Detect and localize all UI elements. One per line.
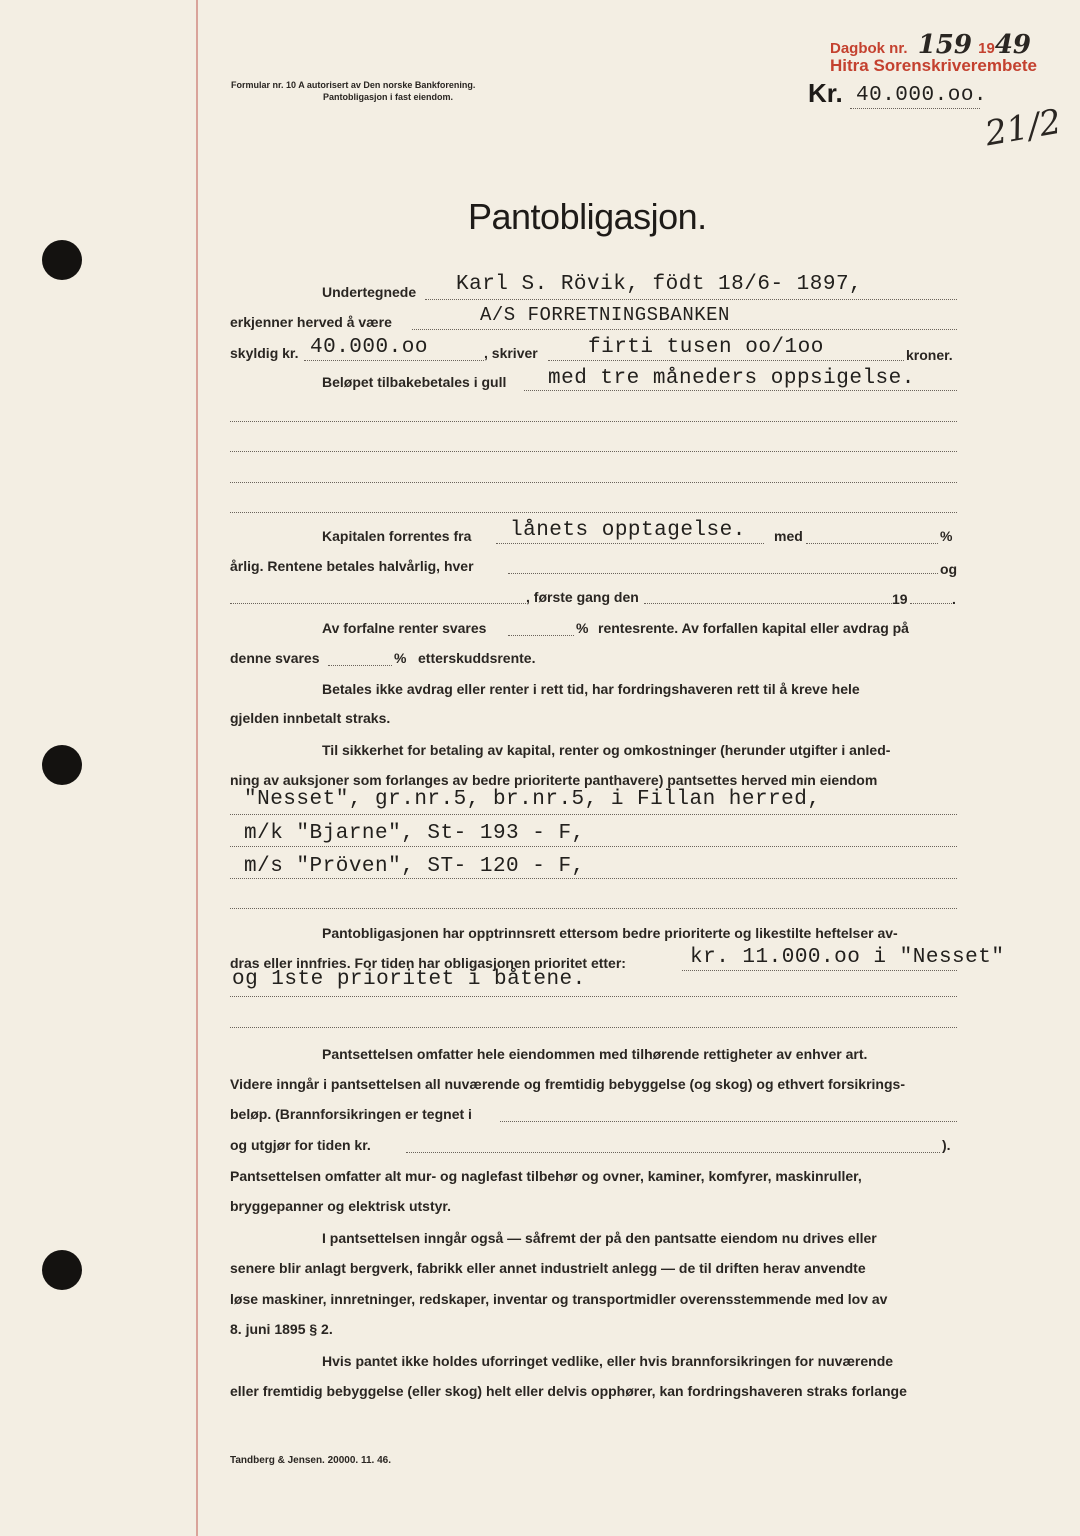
dagbok-label: Dagbok nr.	[830, 40, 908, 57]
punch-hole-middle	[42, 745, 82, 785]
hvis-line1: Hvis pantet ikke holdes uforringet vedlike, eller hvis brannforsikringen for nuværende	[322, 1353, 894, 1369]
erkjenner-label: erkjenner herved å være	[230, 314, 392, 330]
punch-hole-top	[42, 240, 82, 280]
kr-label: Kr.	[808, 78, 843, 108]
forfalne-text-a: Av forfalne renter svares	[322, 620, 487, 636]
med-label: med	[774, 528, 803, 544]
undertegnede-value: Karl S. Rövik, födt 18/6- 1897,	[456, 273, 863, 296]
property-line1: "Nesset", gr.nr.5, br.nr.5, i Fillan herred,	[244, 788, 821, 811]
belopet-label: Beløpet tilbakebetales i gull	[322, 374, 507, 390]
forste-label: , første gang den	[526, 589, 639, 605]
prioritet-value-line2: og 1ste prioritet i båtene.	[232, 968, 586, 991]
omfatter-line1: Pantsettelsen omfatter hele eiendommen med tilhørende rettigheter av enhver art.	[322, 1046, 868, 1062]
skyldig-label: skyldig kr.	[230, 345, 299, 361]
omfatter-line6: bryggepanner og elektrisk utstyr.	[230, 1198, 451, 1214]
property-line2: m/k "Bjarne", St- 193 - F,	[244, 822, 585, 845]
omfatter-line3: beløp. (Brannforsikringen er tegnet i	[230, 1106, 472, 1122]
dagbok-number: 159	[917, 30, 972, 60]
hvis-line2: eller fremtidig bebyggelse (eller skog) helt eller delvis opphører, kan fordringshaveren straks forlange	[230, 1383, 907, 1399]
omfatter-line5: Pantsettelsen omfatter alt mur- og naglefast tilbehør og ovner, kaminer, komfyrer, maskinruller,	[230, 1168, 862, 1184]
form-reference-line2: Pantobligasjon i fast eiendom.	[323, 92, 454, 102]
pct-sign-3: %	[394, 650, 407, 666]
kapital-label: Kapitalen forrentes fra	[322, 528, 472, 544]
pct-sign-2: %	[576, 620, 589, 636]
form-reference-line1: Formular nr. 10 A autorisert av Den norske Bankforening.	[231, 80, 476, 90]
printer-footer: Tandberg & Jensen. 20000. 11. 46.	[230, 1455, 392, 1466]
pct-sign-1: %	[940, 528, 953, 544]
skyldig-value: 40.000.oo	[310, 336, 428, 359]
punch-hole-bottom	[42, 1250, 82, 1290]
opptrinn-line2: dras eller innfries. For tiden har obligasjonen prioritet etter:	[230, 955, 626, 971]
denne-text-b: etterskuddsrente.	[418, 650, 536, 666]
betales-line1: Betales ikke avdrag eller renter i rett tid, har fordringshaveren rett til å kreve hele	[322, 681, 860, 697]
kr-amount: 40.000.oo.	[856, 84, 988, 107]
dagbok-year-suffix: 49	[994, 30, 1032, 60]
omfatter-line4: og utgjør for tiden kr.	[230, 1137, 371, 1153]
og-label: og	[940, 561, 958, 577]
dagbok-year-prefix: 19	[978, 40, 995, 57]
opptrinn-line1: Pantobligasjonen har opptrinnsrett ettersom bedre prioriterte og likestilte heftelser av-	[322, 925, 898, 941]
omfatter-line2: Videre inngår i pantsettelsen all nuværende og fremtidig bebyggelse (og skog) og ethvert forsikrings-	[230, 1076, 905, 1092]
margin-rule	[196, 0, 198, 1536]
omfatter-line4-end: ).	[942, 1137, 951, 1153]
period: .	[952, 591, 956, 607]
belopet-value: med tre måneders oppsigelse.	[548, 367, 915, 390]
skriver-label: , skriver	[484, 345, 538, 361]
betales-line2: gjelden innbetalt straks.	[230, 710, 391, 726]
erkjenner-value: A/S FORRETNINGSBANKEN	[480, 304, 730, 326]
denne-text-a: denne svares	[230, 650, 320, 666]
kroner-label: kroner.	[906, 347, 953, 363]
inngar-line1: I pantsettelsen inngår også — såfremt der på den pantsatte eiendom nu drives eller	[322, 1230, 877, 1246]
sikkerhet-line1: Til sikkerhet for betaling av kapital, renter og omkostninger (herunder utgifter i anled-	[322, 742, 891, 758]
handwritten-date: 21/2	[982, 101, 1065, 155]
forfalne-text-b: rentesrente. Av forfallen kapital eller avdrag på	[598, 620, 909, 636]
inngar-line2: senere blir anlagt bergverk, fabrikk eller annet industrielt anlegg — de til driften herav anvendte	[230, 1260, 866, 1276]
office-stamp: Hitra Sorenskriverembete	[830, 56, 1037, 75]
prioritet-value-line1: kr. 11.000.oo i "Nesset"	[690, 946, 1005, 969]
nineteen-label: 19	[892, 591, 908, 607]
arlig-label: årlig. Rentene betales halvårlig, hver	[230, 558, 474, 574]
kapital-value: lånets opptagelse.	[510, 519, 746, 542]
page-title: Pantobligasjon.	[468, 196, 707, 237]
inngar-line3: løse maskiner, innretninger, redskaper, inventar og transportmidler overensstemmende med lov av	[230, 1291, 888, 1307]
undertegnede-label: Undertegnede	[322, 284, 417, 300]
sikkerhet-line2: ning av auksjoner som forlanges av bedre prioriterte panthavere) pantsettes herved min eiendom	[230, 772, 878, 788]
property-line3: m/s "Pröven", ST- 120 - F,	[244, 855, 585, 878]
inngar-line4: 8. juni 1895 § 2.	[230, 1321, 333, 1337]
skriver-value: firti tusen oo/1oo	[588, 336, 824, 359]
